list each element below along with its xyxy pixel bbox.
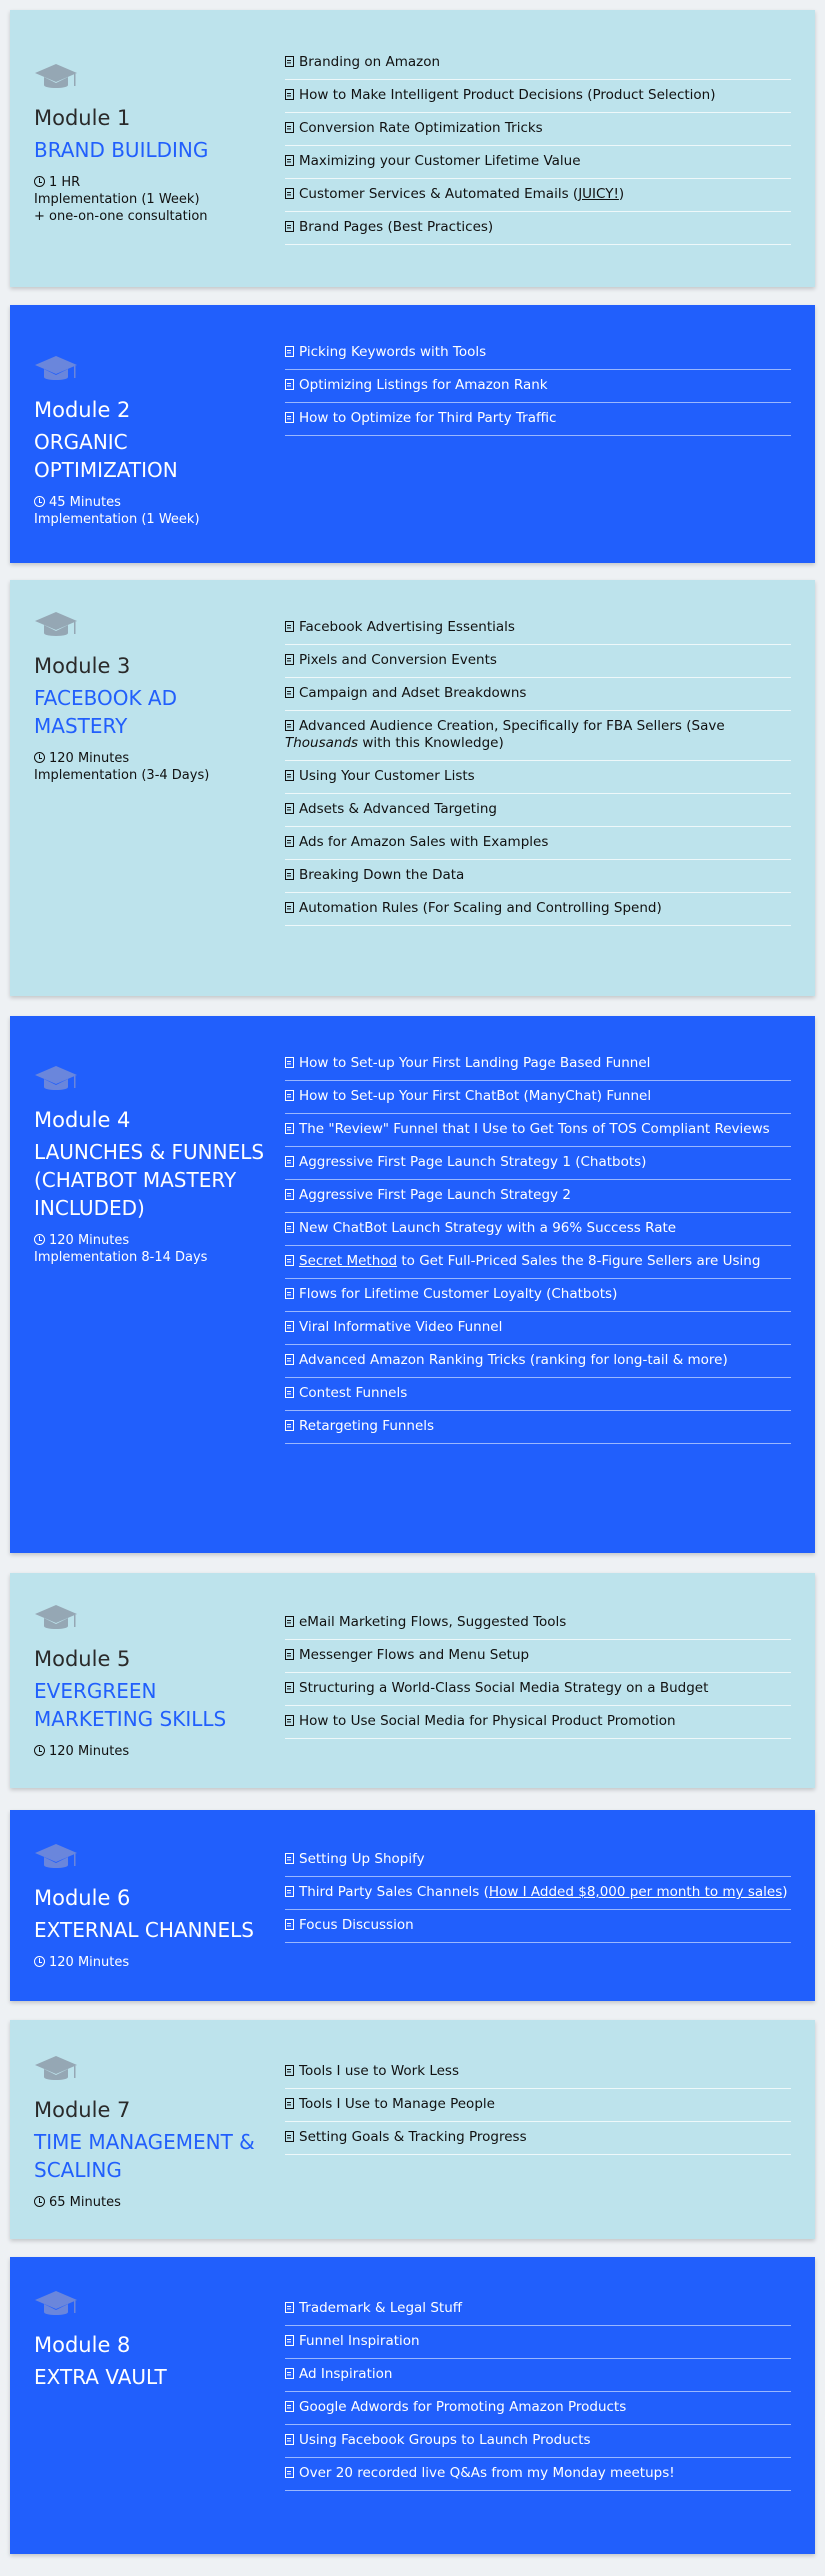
- lessons: [285, 337, 791, 436]
- lesson-item[interactable]: [285, 1312, 791, 1345]
- lesson-item[interactable]: [285, 860, 791, 893]
- document-icon: [285, 2401, 294, 2412]
- document-icon: [285, 2467, 294, 2478]
- document-icon: [285, 1255, 294, 1266]
- lesson-title: How to Use Social Media for Physical Product Promotion: [299, 1713, 676, 1729]
- lesson-title: Optimizing Listings for Amazon Rank: [299, 377, 548, 393]
- module-number: Module 2: [34, 398, 131, 422]
- lesson-list: [285, 1573, 815, 1788]
- lesson-link[interactable]: [285, 120, 543, 136]
- lesson-title: Retargeting Funnels: [299, 1418, 435, 1434]
- lesson-item[interactable]: [285, 893, 791, 926]
- lesson-link[interactable]: [285, 1884, 788, 1900]
- lesson-title: to Get Full-Priced Sales the 8-Figure Sellers are Using: [397, 1253, 761, 1269]
- module-title: FACEBOOK AD MASTERY: [34, 686, 178, 738]
- lesson-item[interactable]: [285, 403, 791, 436]
- module-meta: [34, 494, 271, 528]
- lesson-link[interactable]: [285, 1319, 502, 1335]
- lesson-item[interactable]: [285, 179, 791, 212]
- lesson-link[interactable]: [285, 2096, 495, 2112]
- lesson-title: Automation Rules (For Scaling and Controlling Spend): [299, 900, 662, 916]
- lesson-link[interactable]: [285, 1121, 770, 1137]
- module-number: Module 5: [34, 1647, 131, 1671]
- document-icon: [285, 654, 294, 665]
- module-summary: [10, 1016, 285, 1553]
- module-title: BRAND BUILDING: [34, 138, 209, 162]
- module-card-8: [10, 2257, 815, 2554]
- lesson-link[interactable]: [285, 2129, 527, 2145]
- clock-icon: [34, 496, 45, 507]
- lesson-title: Customer Services & Automated Emails (: [299, 186, 579, 202]
- document-icon: [285, 1886, 294, 1897]
- lesson-title: Focus Discussion: [299, 1917, 414, 1933]
- lesson-link[interactable]: [285, 2432, 591, 2448]
- document-icon: [285, 1387, 294, 1398]
- module-summary: [10, 1573, 285, 1788]
- graduation-cap-icon: [34, 1064, 271, 1106]
- lesson-item[interactable]: [285, 645, 791, 678]
- lesson-item[interactable]: [285, 1147, 791, 1180]
- duration-text: 120 Minutes: [49, 1744, 130, 1759]
- graduation-cap-icon: [34, 1842, 271, 1884]
- module-duration: [34, 750, 271, 767]
- lesson-item[interactable]: [285, 2425, 791, 2458]
- document-icon: [285, 1682, 294, 1693]
- document-icon: [285, 155, 294, 166]
- module-summary: [10, 305, 285, 563]
- lesson-link[interactable]: [285, 1713, 676, 1729]
- lesson-emphasis: Thousands: [285, 735, 359, 751]
- lesson-title: with this Knowledge): [358, 735, 504, 751]
- module-duration: [34, 494, 271, 511]
- lesson-item[interactable]: [285, 2458, 791, 2491]
- module-number: Module 7: [34, 2098, 131, 2122]
- lesson-title: Picking Keywords with Tools: [299, 344, 487, 360]
- lesson-title: Funnel Inspiration: [299, 2333, 420, 2349]
- document-icon: [285, 770, 294, 781]
- lesson-item[interactable]: [285, 1345, 791, 1378]
- lesson-title: Setting Up Shopify: [299, 1851, 425, 1867]
- document-icon: [285, 1057, 294, 1068]
- document-icon: [285, 346, 294, 357]
- lesson-link[interactable]: [285, 377, 548, 393]
- module-summary: [10, 10, 285, 287]
- lesson-title: New ChatBot Launch Strategy with a 96% Success Rate: [299, 1220, 677, 1236]
- lesson-link[interactable]: [285, 344, 486, 360]
- module-card-7: [10, 2020, 815, 2239]
- module-number: Module 4: [34, 1108, 131, 1132]
- lesson-item[interactable]: [285, 678, 791, 711]
- lessons: [285, 1607, 791, 1739]
- lesson-link[interactable]: [285, 867, 464, 883]
- lesson-item[interactable]: [285, 1607, 791, 1640]
- lesson-title: Tools I use to Work Less: [299, 2063, 459, 2079]
- lesson-title: Pixels and Conversion Events: [299, 652, 497, 668]
- lesson-item[interactable]: [285, 1910, 791, 1943]
- lesson-item[interactable]: [285, 1844, 791, 1877]
- lesson-title: Advanced Audience Creation, Specifically for FBA Sellers (Save: [299, 718, 725, 734]
- module-title: EVERGREEN MARKETING SKILLS: [34, 1679, 227, 1731]
- lesson-item[interactable]: [285, 1877, 791, 1910]
- lesson-list: [285, 2020, 815, 2239]
- document-icon: [285, 1354, 294, 1365]
- document-icon: [285, 687, 294, 698]
- module-duration: [34, 1954, 271, 1971]
- document-icon: [285, 2302, 294, 2313]
- lesson-title: How to Set-up Your First ChatBot (ManyChat) Funnel: [299, 1088, 652, 1104]
- module-list: [0, 10, 825, 2554]
- duration-text: 120 Minutes: [49, 1233, 130, 1248]
- module-card-2: [10, 305, 815, 563]
- lesson-link[interactable]: [285, 1286, 617, 1302]
- lessons: [285, 612, 791, 926]
- lesson-item[interactable]: [285, 1378, 791, 1411]
- document-icon: [285, 1715, 294, 1726]
- document-icon: [285, 56, 294, 67]
- document-icon: [285, 188, 294, 199]
- lesson-link[interactable]: [285, 2300, 462, 2316]
- module-meta-line: Implementation (1 Week): [34, 192, 200, 207]
- module-duration: [34, 1743, 271, 1760]
- lesson-title: Tools I Use to Manage People: [299, 2096, 495, 2112]
- lesson-title: Aggressive First Page Launch Strategy 1 (Chatbots): [299, 1154, 647, 1170]
- lesson-title: Setting Goals & Tracking Progress: [299, 2129, 527, 2145]
- module-meta: [34, 2194, 271, 2211]
- lesson-link[interactable]: [285, 1385, 407, 1401]
- document-icon: [285, 1156, 294, 1167]
- lesson-item[interactable]: [285, 2089, 791, 2122]
- module-card-4: [10, 1016, 815, 1553]
- module-number: Module 3: [34, 654, 131, 678]
- document-icon: [285, 836, 294, 847]
- document-icon: [285, 1288, 294, 1299]
- lesson-title: The "Review" Funnel that I Use to Get Tons of TOS Compliant Reviews: [299, 1121, 770, 1137]
- lesson-link[interactable]: [285, 801, 497, 817]
- lesson-link[interactable]: [285, 1253, 760, 1269]
- lesson-item[interactable]: [285, 212, 791, 245]
- lesson-link[interactable]: [285, 1088, 651, 1104]
- lesson-link[interactable]: [285, 2465, 675, 2481]
- lesson-list: [285, 10, 815, 287]
- document-icon: [285, 221, 294, 232]
- clock-icon: [34, 176, 45, 187]
- lesson-link[interactable]: [285, 718, 725, 751]
- lesson-title: Flows for Lifetime Customer Loyalty (Chatbots): [299, 1286, 618, 1302]
- lesson-link[interactable]: [285, 54, 440, 70]
- lesson-title: Using Facebook Groups to Launch Products: [299, 2432, 591, 2448]
- lesson-link[interactable]: [285, 1154, 646, 1170]
- lesson-item[interactable]: [285, 370, 791, 403]
- lesson-title: Branding on Amazon: [299, 54, 441, 70]
- lesson-link[interactable]: [285, 1917, 414, 1933]
- document-icon: [285, 1853, 294, 1864]
- lesson-title: Trademark & Legal Stuff: [299, 2300, 463, 2316]
- module-title: LAUNCHES & FUNNELS (CHATBOT MASTERY INCLUDED): [34, 1140, 265, 1220]
- lesson-list: [285, 305, 815, 563]
- lesson-item[interactable]: [285, 1279, 791, 1312]
- module-card-5: [10, 1573, 815, 1788]
- lesson-item[interactable]: [285, 761, 791, 794]
- lesson-title: Over 20 recorded live Q&As from my Monday meetups!: [299, 2465, 675, 2481]
- document-icon: [285, 2131, 294, 2142]
- document-icon: [285, 902, 294, 913]
- lesson-item[interactable]: [285, 1048, 791, 1081]
- lesson-item[interactable]: [285, 1673, 791, 1706]
- lesson-link[interactable]: [285, 1614, 566, 1630]
- lesson-link[interactable]: [285, 619, 515, 635]
- document-icon: [285, 1616, 294, 1627]
- document-icon: [285, 720, 294, 731]
- lesson-link[interactable]: [285, 768, 475, 784]
- lesson-title: Facebook Advertising Essentials: [299, 619, 515, 635]
- lesson-title: Messenger Flows and Menu Setup: [299, 1647, 530, 1663]
- module-meta: [34, 1232, 271, 1266]
- document-icon: [285, 1321, 294, 1332]
- lesson-list: [285, 580, 815, 996]
- lesson-link[interactable]: [285, 2063, 459, 2079]
- lesson-link[interactable]: [285, 1220, 676, 1236]
- document-icon: [285, 1123, 294, 1134]
- lesson-link[interactable]: [285, 186, 624, 202]
- document-icon: [285, 803, 294, 814]
- module-title: EXTRA VAULT: [34, 2365, 167, 2389]
- lesson-item[interactable]: [285, 2392, 791, 2425]
- lesson-link[interactable]: [285, 1851, 425, 1867]
- lesson-title: How to Make Intelligent Product Decisions (Product Selection): [299, 87, 716, 103]
- document-icon: [285, 869, 294, 880]
- lesson-item[interactable]: [285, 337, 791, 370]
- lesson-item[interactable]: [285, 80, 791, 113]
- lesson-link[interactable]: [285, 1187, 571, 1203]
- lesson-link[interactable]: [285, 2399, 626, 2415]
- lesson-title: Adsets & Advanced Targeting: [299, 801, 497, 817]
- lesson-item[interactable]: [285, 2056, 791, 2089]
- lesson-item[interactable]: [285, 1081, 791, 1114]
- module-summary: [10, 580, 285, 996]
- module-card-6: [10, 1810, 815, 2001]
- lesson-link[interactable]: [285, 652, 497, 668]
- module-summary: [10, 2257, 285, 2554]
- lesson-title: Contest Funnels: [299, 1385, 408, 1401]
- lesson-list: [285, 1810, 815, 2001]
- lesson-link[interactable]: [285, 2366, 392, 2382]
- lesson-link[interactable]: [285, 153, 581, 169]
- lessons: [285, 1048, 791, 1444]
- lesson-title: Advanced Amazon Ranking Tricks (ranking for long-tail & more): [299, 1352, 728, 1368]
- lesson-item[interactable]: [285, 1114, 791, 1147]
- module-summary: [10, 2020, 285, 2239]
- lessons: [285, 1844, 791, 1943]
- module-meta-line: Implementation (3-4 Days): [34, 768, 210, 783]
- lesson-title: Maximizing your Customer Lifetime Value: [299, 153, 581, 169]
- module-title: EXTERNAL CHANNELS: [34, 1918, 254, 1942]
- lesson-link[interactable]: [285, 2333, 420, 2349]
- lessons: [285, 2056, 791, 2155]
- document-icon: [285, 2335, 294, 2346]
- document-icon: [285, 2368, 294, 2379]
- lesson-link[interactable]: [285, 219, 493, 235]
- lesson-link[interactable]: [285, 410, 556, 426]
- document-icon: [285, 1090, 294, 1101]
- graduation-cap-icon: [34, 354, 271, 396]
- lesson-inline-link[interactable]: How I Added $8,000 per month to my sales: [488, 1884, 783, 1900]
- lesson-title: Ads for Amazon Sales with Examples: [299, 834, 549, 850]
- module-title: TIME MANAGEMENT & SCALING: [34, 2130, 255, 2182]
- module-meta: [34, 750, 271, 784]
- module-title: ORGANIC OPTIMIZATION: [34, 430, 178, 482]
- module-meta-line: Implementation 8-14 Days: [34, 1250, 208, 1265]
- module-meta: [34, 1954, 271, 1971]
- lesson-item[interactable]: [285, 1411, 791, 1444]
- document-icon: [285, 379, 294, 390]
- lesson-item[interactable]: [285, 146, 791, 179]
- module-meta-line: + one-on-one consultation: [34, 209, 208, 224]
- lesson-link[interactable]: [285, 834, 548, 850]
- lesson-title: How to Set-up Your First Landing Page Based Funnel: [299, 1055, 651, 1071]
- module-meta: [34, 1743, 271, 1760]
- lesson-link[interactable]: [285, 685, 526, 701]
- lesson-item[interactable]: [285, 1180, 791, 1213]
- lesson-title: ): [782, 1884, 788, 1900]
- module-card-1: [10, 10, 815, 287]
- lesson-item[interactable]: [285, 1640, 791, 1673]
- document-icon: [285, 1189, 294, 1200]
- clock-icon: [34, 752, 45, 763]
- graduation-cap-icon: [34, 2289, 271, 2331]
- lesson-item[interactable]: [285, 2326, 791, 2359]
- document-icon: [285, 1919, 294, 1930]
- document-icon: [285, 2065, 294, 2076]
- document-icon: [285, 1649, 294, 1660]
- lesson-item[interactable]: [285, 612, 791, 645]
- lesson-title: Third Party Sales Channels (: [299, 1884, 489, 1900]
- lesson-title: Structuring a World-Class Social Media Strategy on a Budget: [299, 1680, 709, 1696]
- graduation-cap-icon: [34, 610, 271, 652]
- lesson-list: [285, 2257, 815, 2554]
- module-number: Module 1: [34, 106, 131, 130]
- lesson-title: eMail Marketing Flows, Suggested Tools: [299, 1614, 567, 1630]
- lesson-title: Google Adwords for Promoting Amazon Products: [299, 2399, 627, 2415]
- lesson-link[interactable]: [285, 1647, 529, 1663]
- lesson-title: Breaking Down the Data: [299, 867, 465, 883]
- lesson-item[interactable]: [285, 1706, 791, 1739]
- lesson-inline-link[interactable]: Secret Method: [299, 1253, 398, 1269]
- document-icon: [285, 2098, 294, 2109]
- document-icon: [285, 621, 294, 632]
- lesson-title: Campaign and Adset Breakdowns: [299, 685, 527, 701]
- lesson-title: How to Optimize for Third Party Traffic: [299, 410, 557, 426]
- lesson-link[interactable]: [285, 1055, 650, 1071]
- module-duration: [34, 1232, 271, 1249]
- document-icon: [285, 122, 294, 133]
- clock-icon: [34, 1956, 45, 1967]
- duration-text: 120 Minutes: [49, 1955, 130, 1970]
- lessons: [285, 2293, 791, 2491]
- graduation-cap-icon: [34, 1603, 271, 1645]
- lesson-item[interactable]: [285, 1246, 791, 1279]
- lesson-inline-link[interactable]: JUICY!: [578, 186, 619, 202]
- lesson-link[interactable]: [285, 87, 716, 103]
- module-card-3: [10, 580, 815, 996]
- lesson-link[interactable]: [285, 1418, 434, 1434]
- module-meta-line: Implementation (1 Week): [34, 512, 200, 527]
- document-icon: [285, 2434, 294, 2445]
- document-icon: [285, 89, 294, 100]
- duration-text: 65 Minutes: [49, 2195, 121, 2210]
- graduation-cap-icon: [34, 2054, 271, 2096]
- document-icon: [285, 412, 294, 423]
- document-icon: [285, 1420, 294, 1431]
- lesson-title: Ad Inspiration: [299, 2366, 393, 2382]
- module-duration: [34, 2194, 271, 2211]
- module-meta: [34, 174, 271, 225]
- duration-text: 45 Minutes: [49, 495, 121, 510]
- graduation-cap-icon: [34, 62, 271, 104]
- module-number: Module 6: [34, 1886, 131, 1910]
- lesson-item[interactable]: [285, 794, 791, 827]
- lesson-list: [285, 1016, 815, 1553]
- lesson-item[interactable]: [285, 2359, 791, 2392]
- duration-text: 120 Minutes: [49, 751, 130, 766]
- lessons: [285, 47, 791, 245]
- clock-icon: [34, 1745, 45, 1756]
- module-duration: [34, 174, 271, 191]
- lesson-item[interactable]: [285, 47, 791, 80]
- lesson-item[interactable]: [285, 827, 791, 860]
- lesson-title: Conversion Rate Optimization Tricks: [299, 120, 543, 136]
- module-summary: [10, 1810, 285, 2001]
- lesson-link[interactable]: [285, 1352, 728, 1368]
- lesson-item[interactable]: [285, 113, 791, 146]
- clock-icon: [34, 1234, 45, 1245]
- lesson-title: Aggressive First Page Launch Strategy 2: [299, 1187, 571, 1203]
- lesson-item[interactable]: [285, 2122, 791, 2155]
- lesson-link[interactable]: [285, 900, 662, 916]
- lesson-link[interactable]: [285, 1680, 708, 1696]
- lesson-item[interactable]: [285, 1213, 791, 1246]
- lesson-title: Brand Pages (Best Practices): [299, 219, 494, 235]
- lesson-title: Using Your Customer Lists: [299, 768, 475, 784]
- module-number: Module 8: [34, 2333, 131, 2357]
- lesson-item[interactable]: [285, 711, 791, 761]
- lesson-item[interactable]: [285, 2293, 791, 2326]
- duration-text: 1 HR: [49, 175, 81, 190]
- lesson-title: Viral Informative Video Funnel: [299, 1319, 503, 1335]
- clock-icon: [34, 2196, 45, 2207]
- document-icon: [285, 1222, 294, 1233]
- lesson-title: ): [618, 186, 625, 202]
